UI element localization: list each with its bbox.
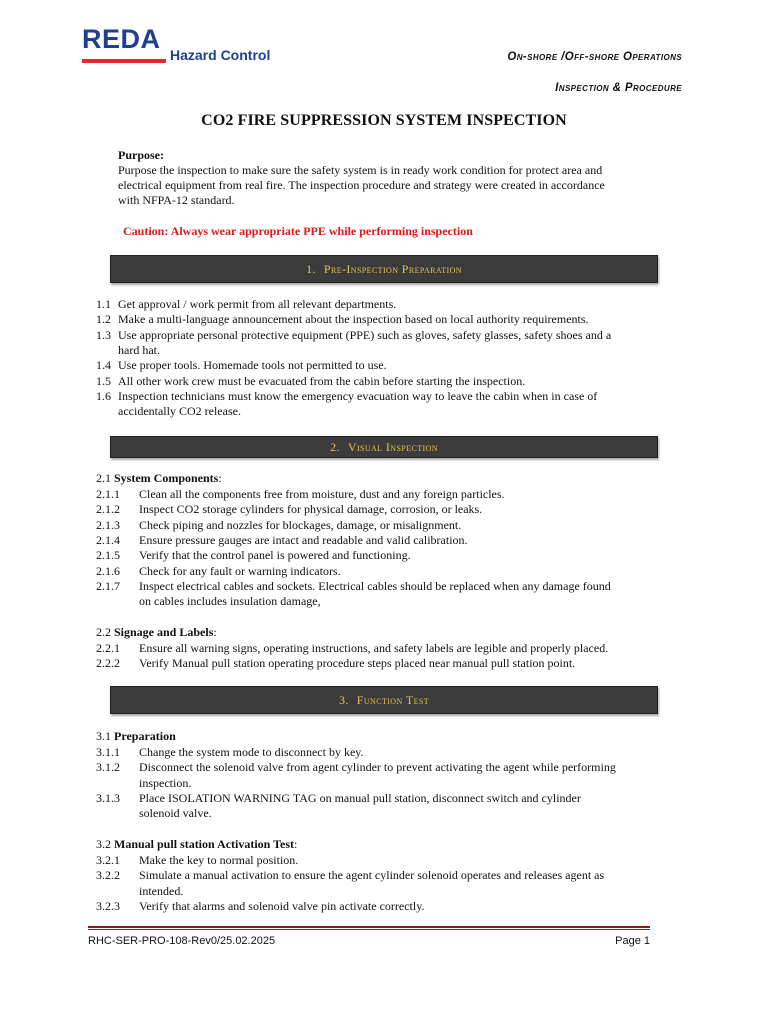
list-item-number: 3.2.1 xyxy=(96,853,120,867)
footer-rule-thin xyxy=(88,929,650,930)
list-item-text: Inspect CO2 storage cylinders for physical damage, corrosion, or leaks. xyxy=(139,502,483,517)
purpose-line-2: electrical equipment from real fire. The inspection procedure and strategy were created in accordance xyxy=(118,178,605,192)
group-2-2-label: Signage and Labels xyxy=(114,625,214,639)
section-2-number: 2. xyxy=(330,440,340,454)
list-item-number: 2.1.6 xyxy=(96,563,120,578)
list-item-text: Verify Manual pull station operating procedure steps placed near manual pull station point. xyxy=(139,656,576,671)
list-item-number: 2.1.2 xyxy=(96,502,120,517)
list-item xyxy=(96,760,660,791)
list-item-number: 1.6 xyxy=(96,388,111,403)
list-item xyxy=(96,487,660,502)
list-item-text: Check for any fault or warning indicators. xyxy=(139,563,341,578)
list-item-text: on cables includes insulation damage, xyxy=(139,594,321,609)
list-item-number: 2.1.7 xyxy=(96,578,120,593)
list-item-number: 1.2 xyxy=(96,312,111,327)
list-item xyxy=(96,579,660,610)
group-2-2-number: 2.2 xyxy=(96,625,111,639)
page-title: CO2 FIRE SUPPRESSION SYSTEM INSPECTION xyxy=(201,112,567,129)
list-item-text: Change the system mode to disconnect by key. xyxy=(139,745,364,759)
list-item xyxy=(96,312,660,327)
list-item xyxy=(96,518,660,533)
list-item xyxy=(96,745,660,760)
list-item xyxy=(96,564,660,579)
list-item xyxy=(96,899,660,914)
list-item xyxy=(96,868,660,899)
list-item-text: intended. xyxy=(139,883,184,898)
group-2-1-label: System Components xyxy=(114,471,219,485)
list-item-text: All other work crew must be evacuated from the cabin before starting the inspection. xyxy=(118,373,526,388)
logo-red-bar xyxy=(82,59,166,63)
list-item-number: 3.2.3 xyxy=(96,898,120,913)
list-item-text: accidentally CO2 release. xyxy=(118,404,241,419)
group-3-2-label: Manual pull station Activation Test xyxy=(114,837,295,851)
list-item-text: solenoid valve. xyxy=(139,806,212,821)
footer-rule xyxy=(88,926,650,928)
list-item xyxy=(96,533,660,548)
list-item xyxy=(96,853,660,868)
list-item-number: 2.2.1 xyxy=(96,641,120,655)
logo-wordmark: REDA xyxy=(82,24,161,54)
list-item xyxy=(96,358,660,373)
list-item-number: 3.1.1 xyxy=(96,745,120,759)
section-bar-3 xyxy=(110,686,658,714)
list-item-text: Ensure pressure gauges are intact and readable and valid calibration. xyxy=(139,532,468,547)
section-1-number: 1. xyxy=(306,262,316,276)
list-item xyxy=(96,297,660,312)
list-item xyxy=(96,548,660,563)
group-2-1-heading xyxy=(96,471,222,487)
list-item xyxy=(96,791,660,822)
list-item-text: Inspection technicians must know the emergency evacuation way to leave the cabin when in case of xyxy=(118,388,598,403)
section-bar-2 xyxy=(110,436,658,458)
list-item-number: 2.1.3 xyxy=(96,517,120,532)
list-item-text: hard hat. xyxy=(118,342,160,357)
purpose-line-3: with NFPA-12 standard. xyxy=(118,193,235,207)
group-3-2-heading xyxy=(96,837,297,853)
footer-doc-id: RHC-SER-PRO-108-Rev0/25.02.2025 xyxy=(88,935,276,947)
company-logo xyxy=(82,26,282,70)
list-item-number: 1.5 xyxy=(96,373,111,388)
list-item xyxy=(96,389,660,420)
list-item-text: Clean all the components free from moisture, dust and any foreign particles. xyxy=(139,487,505,501)
list-item-number: 2.1.5 xyxy=(96,548,120,563)
section-3-title: Function Test xyxy=(356,693,430,707)
section-bar-1 xyxy=(110,255,658,283)
section-1-title: Pre-Inspection Preparation xyxy=(323,262,462,276)
list-item-text: Make a multi-language announcement about the inspection based on local authority requirements. xyxy=(118,312,589,327)
list-item-text: Use appropriate personal protective equipment (PPE) such as gloves, safety glasses, safety shoes and a xyxy=(118,327,612,342)
caution-note: Caution: Always wear appropriate PPE while performing inspection xyxy=(123,224,473,238)
list-item-text: Make the key to normal position. xyxy=(139,853,299,867)
list-item-number: 2.1.1 xyxy=(96,487,120,501)
list-item xyxy=(96,502,660,517)
list-item-text: Verify that alarms and solenoid valve pin activate correctly. xyxy=(139,898,425,913)
list-item-text: Use proper tools. Homemade tools not permitted to use. xyxy=(118,358,387,373)
list-item-number: 2.1.4 xyxy=(96,532,120,547)
group-3-1-number: 3.1 xyxy=(96,729,111,743)
group-2-1-colon: : xyxy=(218,471,222,485)
footer-page-number: Page 1 xyxy=(615,935,650,947)
group-2-2-colon: : xyxy=(213,625,217,639)
list-item-number: 1.4 xyxy=(96,358,111,373)
group-3-2-number: 3.2 xyxy=(96,837,111,851)
list-item-text: Disconnect the solenoid valve from agent cylinder to prevent activating the agent while performing xyxy=(139,760,616,775)
purpose-line-1: Purpose the inspection to make sure the safety system is in ready work condition for protect area and xyxy=(118,163,603,177)
list-item xyxy=(96,641,660,656)
list-item-text: Ensure all warning signs, operating instructions, and safety labels are legible and properly placed. xyxy=(139,641,609,655)
list-item xyxy=(96,656,660,671)
section-2-title: Visual Inspection xyxy=(347,440,438,454)
group-2-2-heading xyxy=(96,625,217,641)
header-inspection: Inspection & Procedure xyxy=(555,82,682,94)
logo-subtitle: Hazard Control xyxy=(170,47,271,63)
list-item-text: Check piping and nozzles for blockages, damage, or misalignment. xyxy=(139,517,462,532)
list-item xyxy=(96,374,660,389)
section-3-number: 3. xyxy=(338,693,349,707)
list-item-number: 3.1.2 xyxy=(96,760,120,775)
list-item-text: inspection. xyxy=(139,775,192,790)
list-item-text: Simulate a manual activation to ensure the agent cylinder solenoid operates and releases agent as xyxy=(139,868,605,883)
group-2-1-number: 2.1 xyxy=(96,471,111,485)
list-item-number: 1.1 xyxy=(96,297,111,311)
list-item xyxy=(96,328,660,359)
list-item-number: 2.2.2 xyxy=(96,656,120,671)
purpose-label: Purpose: xyxy=(118,148,164,162)
list-item-number: 1.3 xyxy=(96,327,111,342)
header-operations: On-shore /Off-shore Operations xyxy=(507,51,682,63)
list-item-text: Place ISOLATION WARNING TAG on manual pull station, disconnect switch and cylinder xyxy=(139,790,581,805)
list-item-number: 3.1.3 xyxy=(96,790,120,805)
list-item-number: 3.2.2 xyxy=(96,868,120,883)
group-3-1-label: Preparation xyxy=(114,729,176,743)
group-3-2-colon: : xyxy=(294,837,298,851)
list-item-text: Get approval / work permit from all relevant departments. xyxy=(118,297,397,311)
group-3-1-heading xyxy=(96,729,176,745)
list-item-text: Inspect electrical cables and sockets. Electrical cables should be replaced when any damage found xyxy=(139,578,611,593)
list-item-text: Verify that the control panel is powered and functioning. xyxy=(139,548,411,563)
